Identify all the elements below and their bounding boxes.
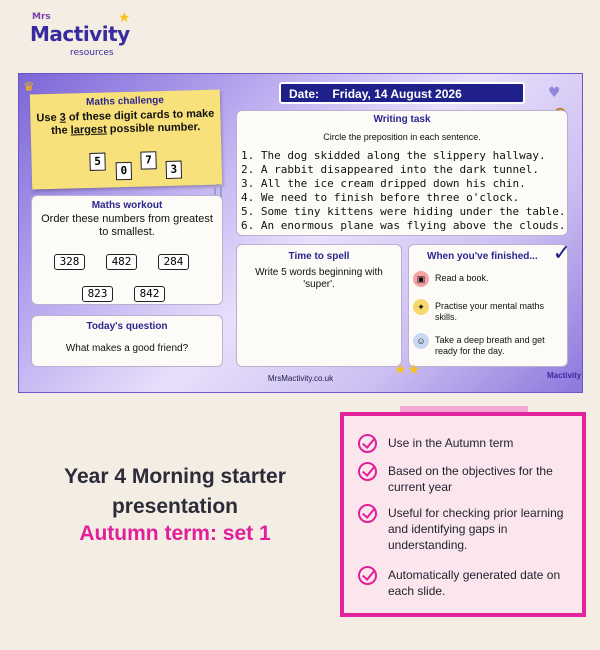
number-card: 823 [82, 286, 113, 302]
date-bar [279, 82, 525, 104]
checkmark-icon: ✓ [552, 241, 571, 266]
logo-brand: Mactivity [30, 22, 130, 46]
sentence-line: 6. An enormous plane was flying above the clouds. [241, 219, 566, 232]
breath-icon: ☺ [413, 333, 429, 349]
maths-challenge-title: Maths challenge [85, 94, 165, 109]
digit-card: 5 [89, 153, 105, 171]
check-circle-icon [358, 462, 377, 481]
feature-text: Use in the Autumn term [388, 436, 514, 450]
digit-card: 3 [166, 161, 182, 179]
maths-challenge-text [36, 108, 215, 139]
check-circle-icon [358, 566, 377, 585]
book-icon: ▣ [413, 271, 429, 287]
time-to-spell-text: Write 5 words beginning with 'super'. [255, 267, 383, 290]
date-label: Date: [289, 87, 320, 101]
maths-workout-card [31, 195, 223, 305]
number-card: 328 [54, 254, 85, 270]
logo-resources: resources [70, 48, 114, 58]
number-card: 482 [106, 254, 137, 270]
feature-text: Automatically generated date on each slide. [388, 568, 561, 598]
slide-footer: MrsMactivity.co.uk [267, 374, 334, 383]
number-card: 284 [158, 254, 189, 270]
check-circle-icon [358, 504, 377, 523]
when-finished-card [408, 241, 571, 367]
mrs-mactivity-logo [30, 12, 130, 62]
digit-card: 7 [140, 151, 156, 169]
headline [20, 462, 330, 522]
headline-line1: Year 4 Morning starter [64, 465, 286, 488]
crown-icon: ♛ [23, 80, 35, 95]
number-card: 842 [134, 286, 165, 302]
logo-mrs: Mrs [32, 12, 51, 22]
when-finished-title: When you've finished... [427, 251, 538, 262]
digit-card: 0 [116, 162, 132, 180]
features-box [340, 412, 586, 617]
time-to-spell-card [236, 244, 402, 367]
sentence-line: 2. A rabbit disappeared into the dark tunnel. [241, 163, 540, 176]
writing-task-card [236, 110, 568, 236]
challenge-text-mid: of these digit cards to make the [50, 107, 215, 137]
todays-question-card [31, 315, 223, 367]
maths-workout-title: Maths workout [91, 200, 163, 211]
feature-text: Based on the objectives for the current year [388, 464, 553, 494]
todays-question-text: What makes a good friend? [65, 343, 189, 354]
headline-line2: presentation [111, 495, 239, 518]
sentence-line: 1. The dog skidded along the slippery hallway. [241, 149, 546, 162]
check-circle-icon [358, 434, 377, 453]
writing-task-title: Writing task [373, 114, 431, 125]
finish-item-text: Read a book. [435, 273, 489, 283]
challenge-text-num: 3 [59, 111, 66, 124]
challenge-text-post: possible number. [106, 121, 201, 136]
lightbulb-icon: ✦ [413, 299, 429, 315]
time-to-spell-title: Time to spell [288, 251, 350, 262]
maths-workout-instruction: Order these numbers from greatest to smallest. [41, 213, 213, 238]
finish-item-text: Practise your mental maths skills. [435, 301, 545, 322]
todays-question-title: Today's question [86, 321, 168, 332]
maths-challenge-note [30, 90, 222, 190]
slide-mini-logo: Mactivity [547, 371, 582, 380]
sentence-line: 4. We need to finish before three o'clock. [241, 191, 520, 204]
headline-subtitle: Autumn term: set 1 [79, 522, 271, 545]
sentence-line: 5. Some tiny kittens were hiding under the table. [241, 205, 566, 218]
slide-preview [18, 73, 583, 393]
star-icon: ★ [118, 10, 131, 26]
heart-icon: ♥ [548, 85, 561, 101]
writing-task-instruction: Circle the preposition in each sentence. [323, 132, 481, 142]
challenge-text-em: largest [70, 123, 107, 137]
sentence-line: 3. All the ice cream dripped down his chin. [241, 177, 526, 190]
feature-text: Useful for checking prior learning and identifying gaps in understanding. [388, 506, 564, 552]
challenge-text-pre: Use [36, 111, 60, 125]
date-value: Friday, 14 August 2026 [332, 87, 462, 101]
stars-icon: ★★ [394, 362, 422, 378]
finish-item-text: Take a deep breath and get ready for the day. [435, 335, 545, 356]
